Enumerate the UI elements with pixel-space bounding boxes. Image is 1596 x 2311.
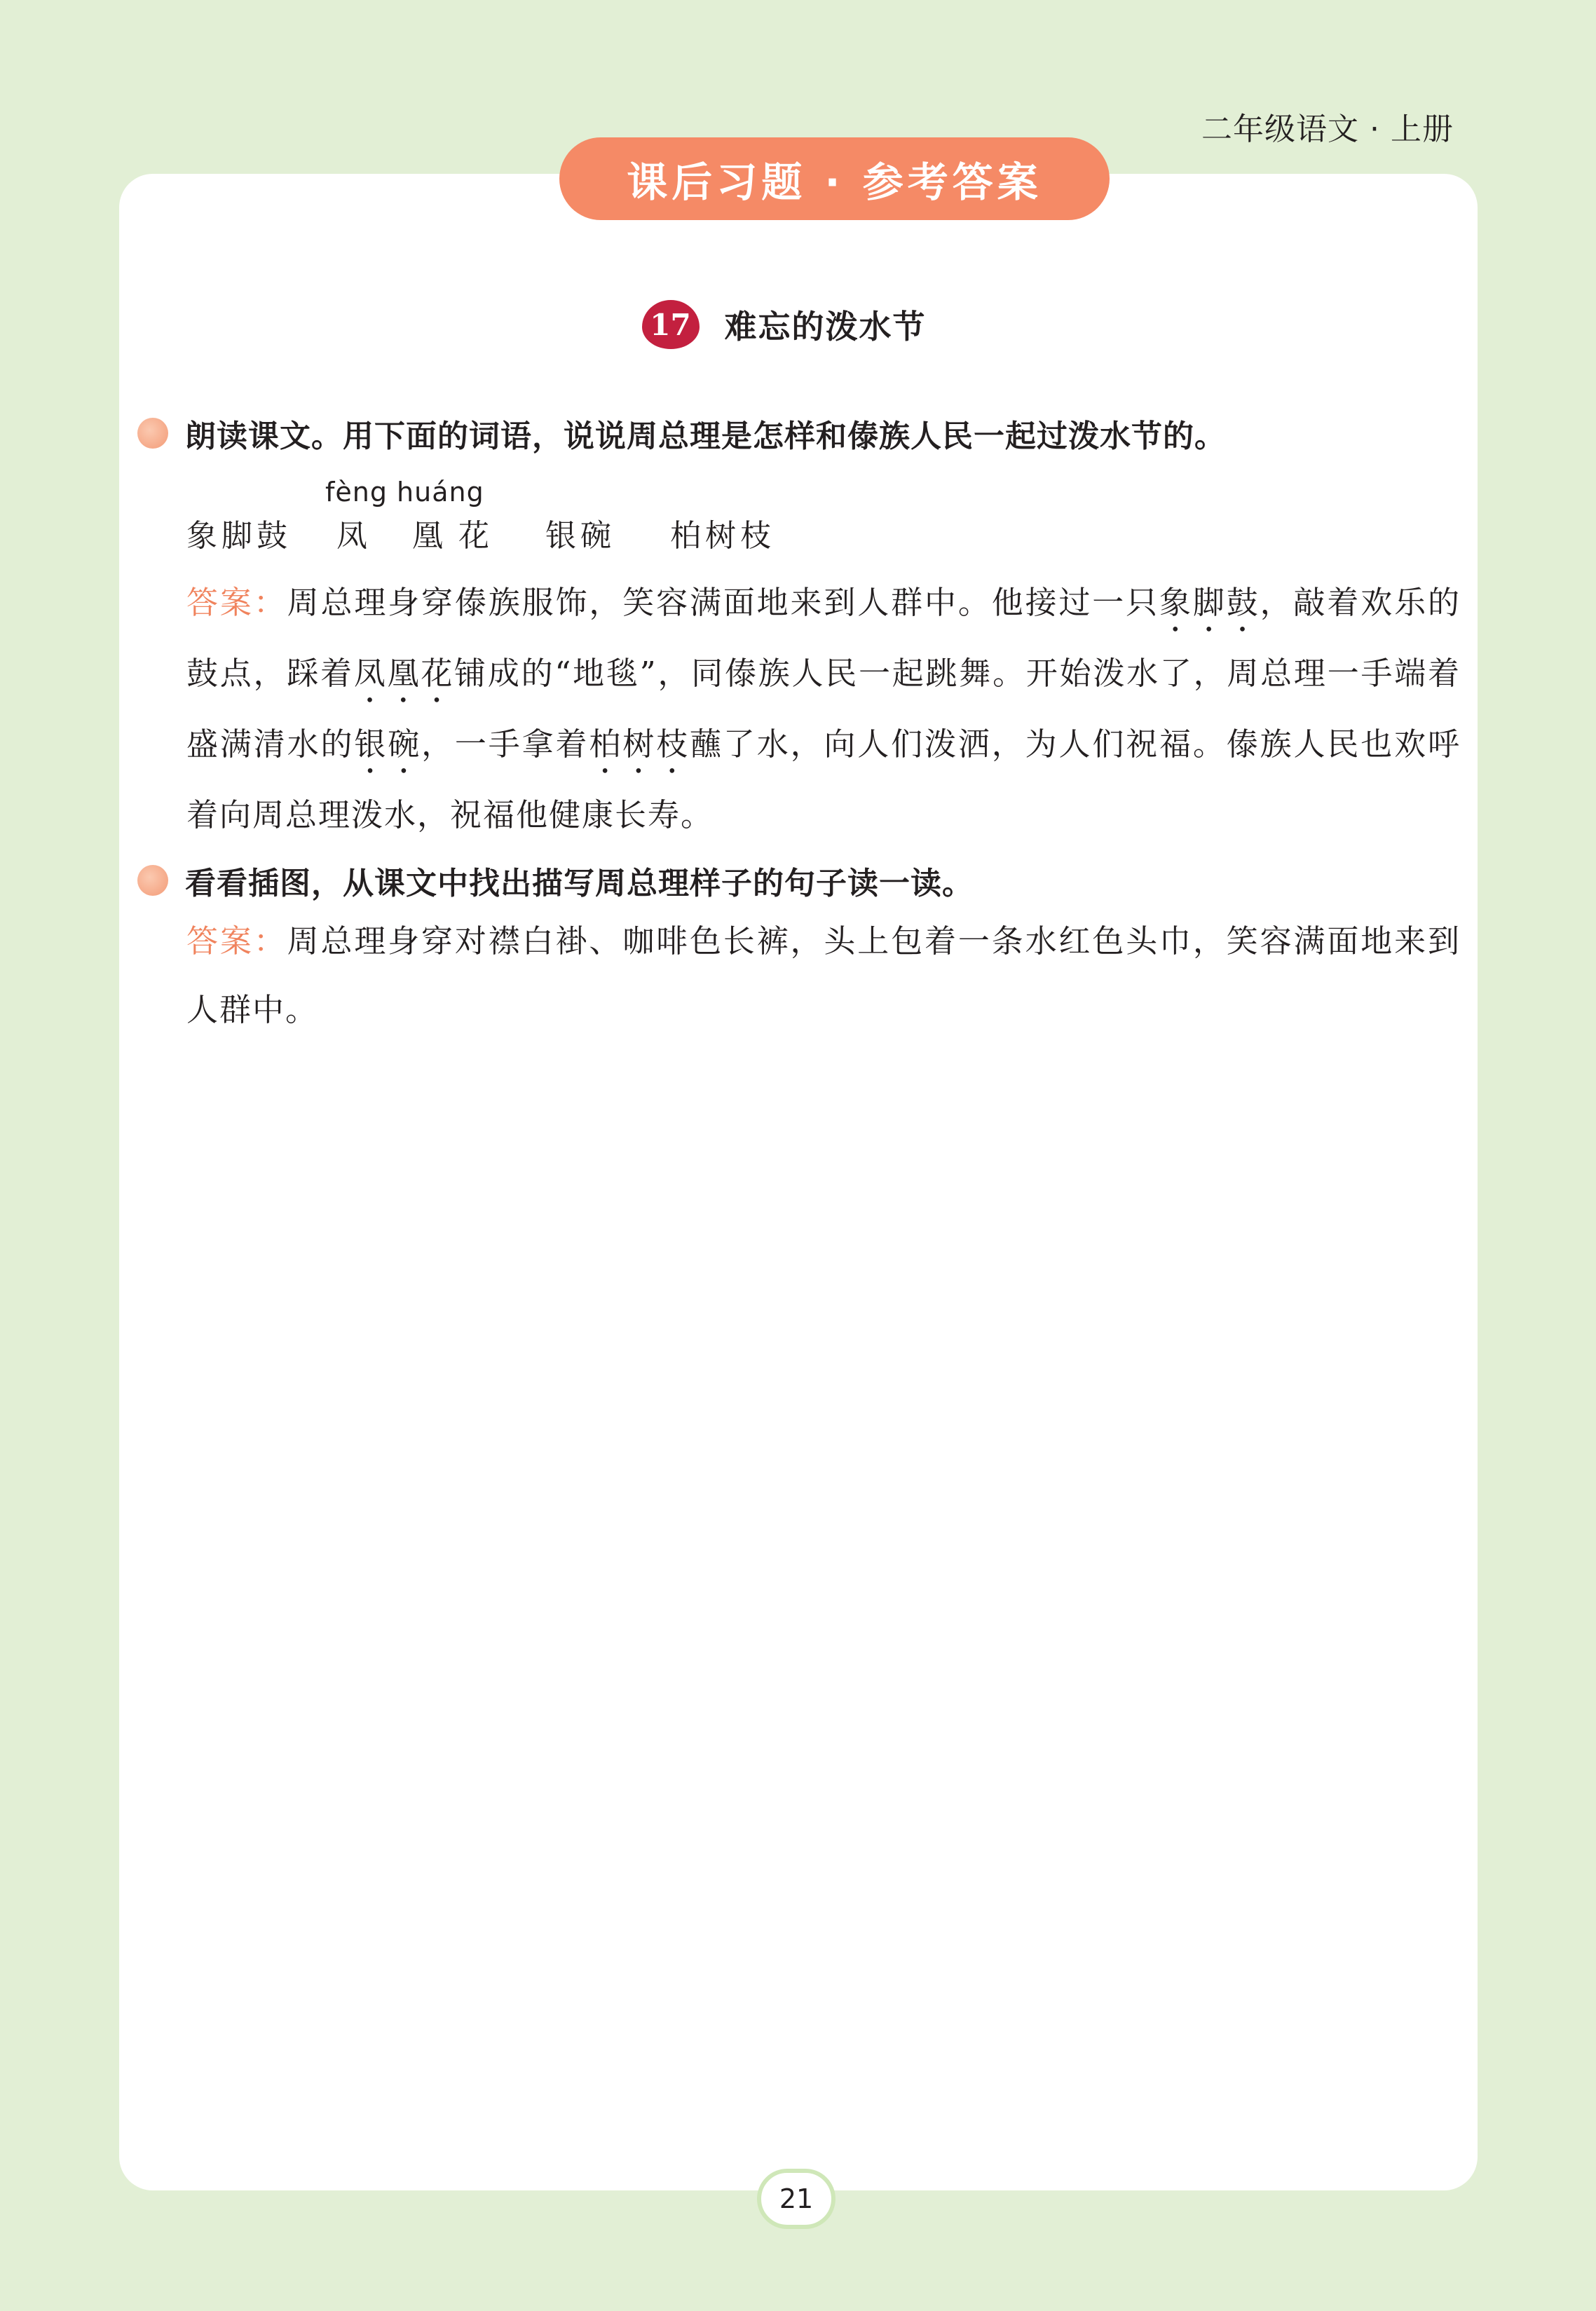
question-2-text: 看看插图，从课文中找出描写周总理样子的句子读一读。: [185, 866, 974, 901]
question-1: [137, 411, 1226, 456]
word-3: 凰: [412, 518, 447, 554]
page-number: 21: [757, 2169, 835, 2229]
answer-label: 答案：: [186, 922, 287, 960]
grade-label: 二年级语文 · 上册: [1201, 111, 1454, 147]
word-6: 柏树枝: [670, 518, 775, 554]
content-card: [119, 174, 1478, 2190]
lesson-heading: [0, 300, 1596, 349]
answer-1-part: 周总理身穿傣族服饰，笑容满面地来到人群中。他接过一只: [287, 584, 1160, 621]
answer-1-keyword: 柏树枝: [589, 725, 690, 763]
answer-1-part: 铺成的“地毯”，同傣族人民一起跳舞。开始泼水了，周总理一手端着盛满清水的: [186, 655, 1461, 763]
pinyin-annotation: fèng huáng: [325, 477, 484, 507]
answer-1-part: 蘸了水，向人们泼洒，为人们祝福。傣族人民也欢呼着向周总理泼水，祝福他健康长寿。: [186, 725, 1461, 833]
lesson-title: 难忘的泼水节: [724, 308, 927, 346]
lesson-number-badge: 17: [642, 300, 700, 349]
answer-label: 答案：: [186, 584, 287, 621]
answer-1-keyword: 象脚鼓: [1159, 584, 1260, 621]
word-5: 银碗: [545, 518, 615, 554]
banner-title: 课后习题 · 参考答案: [627, 158, 1042, 206]
question-1-text: 朗读课文。用下面的词语，说说周总理是怎样和傣族人民一起过泼水节的。: [185, 418, 1226, 454]
word-2: 凤: [336, 518, 371, 554]
answer-1-part: ，一手拿着: [421, 725, 589, 763]
answer-1-keyword: 银碗: [354, 725, 422, 763]
answer-1: [186, 568, 1461, 850]
section-banner: [559, 137, 1110, 220]
word-4: 花: [458, 518, 493, 554]
answer-2: [186, 907, 1461, 1044]
answer-2-text: 周总理身穿对襟白褂、咖啡色长裤，头上包着一条水红色头巾，笑容满面地来到人群中。: [186, 922, 1461, 1028]
answer-1-keyword: 凤凰花: [353, 655, 455, 692]
question-2: [137, 858, 974, 903]
word-1: 象脚鼓: [186, 518, 292, 554]
answer-1-part: ，敲着欢乐的鼓点，踩着: [186, 584, 1461, 692]
bullet-dot-icon: [137, 418, 168, 449]
bullet-dot-icon: [137, 865, 168, 896]
